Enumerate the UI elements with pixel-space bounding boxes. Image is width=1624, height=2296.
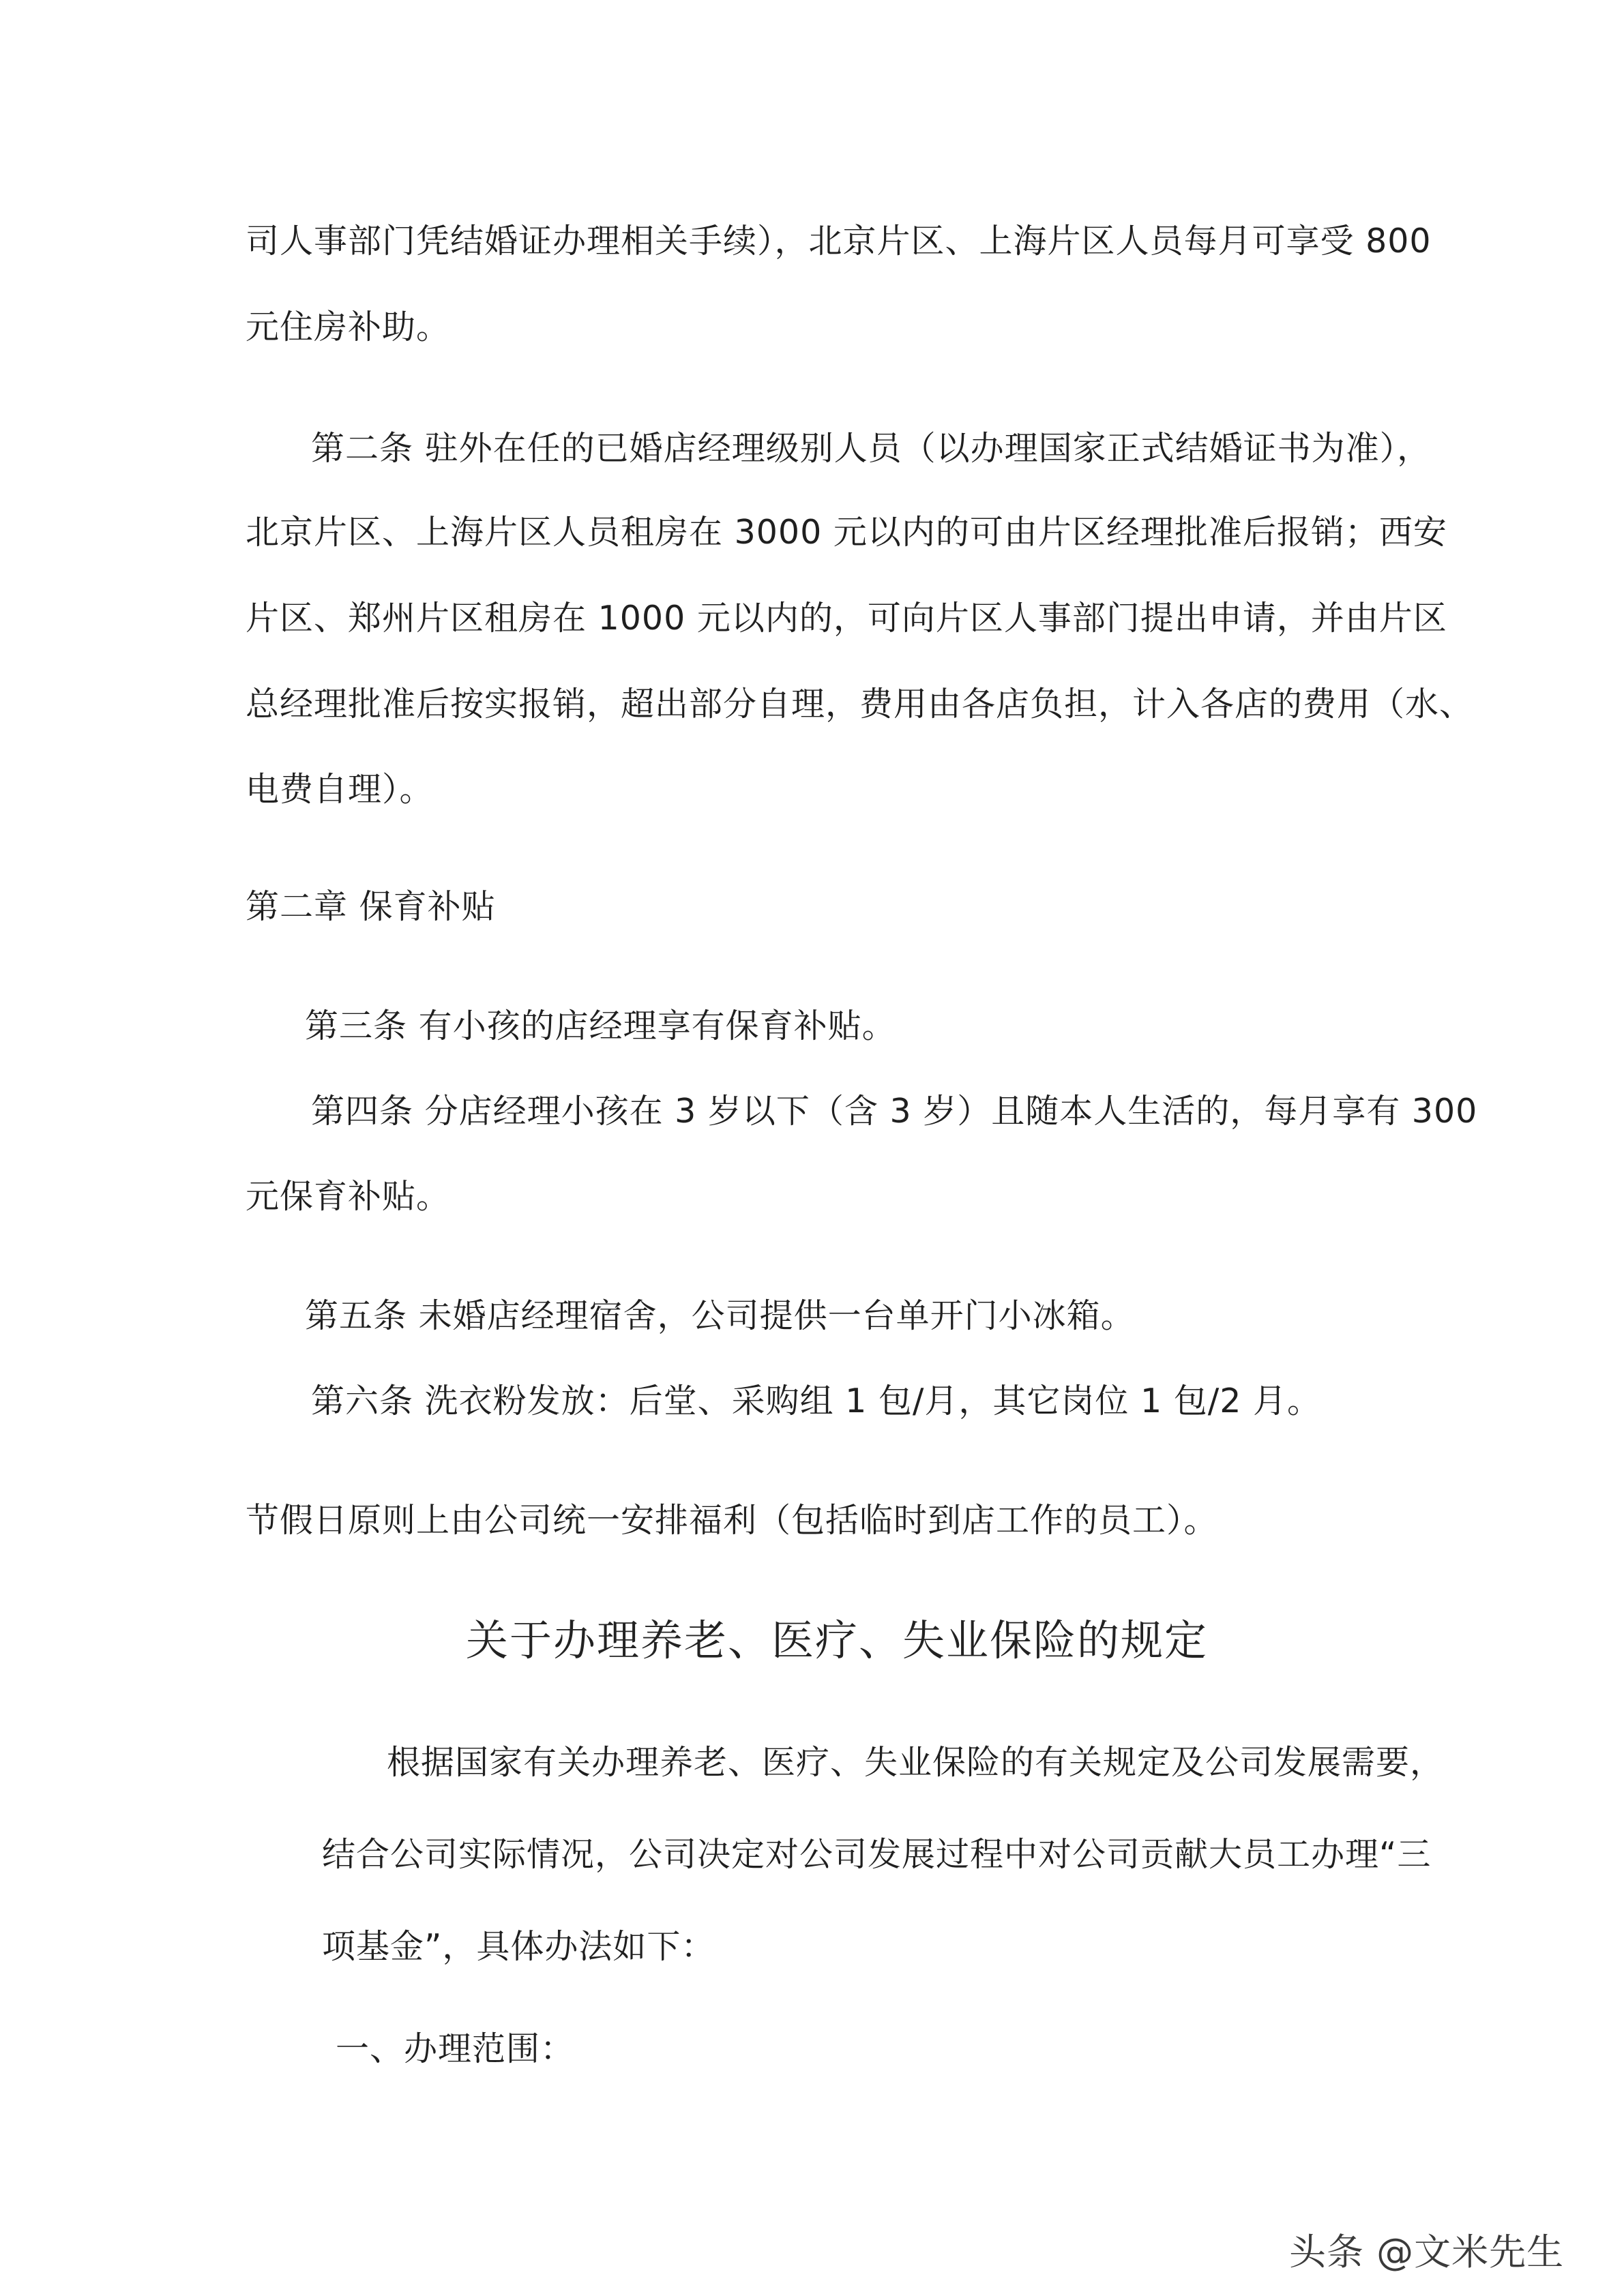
paragraph-article-3: 第三条 有小孩的店经理享有保育补贴。: [305, 1007, 896, 1045]
section-title: 关于办理养老、医疗、失业保险的规定: [466, 1615, 1209, 1665]
watermark-text: 头条 @文米先生: [1289, 2231, 1565, 2273]
paragraph-holiday-welfare: 节假日原则上由公司统一安排福利（包括临时到店工作的员工）。: [246, 1501, 1218, 1540]
text-line: 片区、郑州片区租房在 1000 元以内的，可向片区人事部门提出申请，并由片区: [246, 599, 1447, 638]
text-line: 根据国家有关办理养老、医疗、失业保险的有关规定及公司发展需要，: [387, 1743, 1445, 1782]
text-line: 总经理批准后按实报销，超出部分自理，费用由各店负担，计入各店的费用（水、: [246, 685, 1474, 724]
list-item-scope: 一、办理范围：: [336, 2029, 575, 2068]
text-line: 第四条 分店经理小孩在 3 岁以下（含 3 岁）且随本人生活的，每月享有 300: [311, 1092, 1478, 1131]
paragraph-article-6: 第六条 洗衣粉发放：后堂、采购组 1 包/月，其它岗位 1 包/2 月。: [311, 1382, 1321, 1420]
text-line: 结合公司实际情况，公司决定对公司发展过程中对公司贡献大员工办理“三: [322, 1835, 1432, 1874]
text-line: 北京片区、上海片区人员租房在 3000 元以内的可由片区经理批准后报销；西安: [246, 513, 1447, 552]
chapter-heading: 第二章 保育补贴: [246, 887, 496, 926]
text-line: 元住房补助。: [246, 308, 451, 346]
text-line: 元保育补贴。: [246, 1177, 451, 1216]
text-line: 电费自理）。: [246, 770, 434, 809]
text-line: 第二条 驻外在任的已婚店经理级别人员（以办理国家正式结婚证书为准），: [311, 429, 1432, 468]
text-line: 司人事部门凭结婚证办理相关手续），北京片区、上海片区人员每月可享受 800: [246, 222, 1432, 260]
paragraph-article-5: 第五条 未婚店经理宿舍，公司提供一台单开门小冰箱。: [305, 1296, 1135, 1335]
text-line: 项基金”，具体办法如下：: [322, 1927, 715, 1966]
